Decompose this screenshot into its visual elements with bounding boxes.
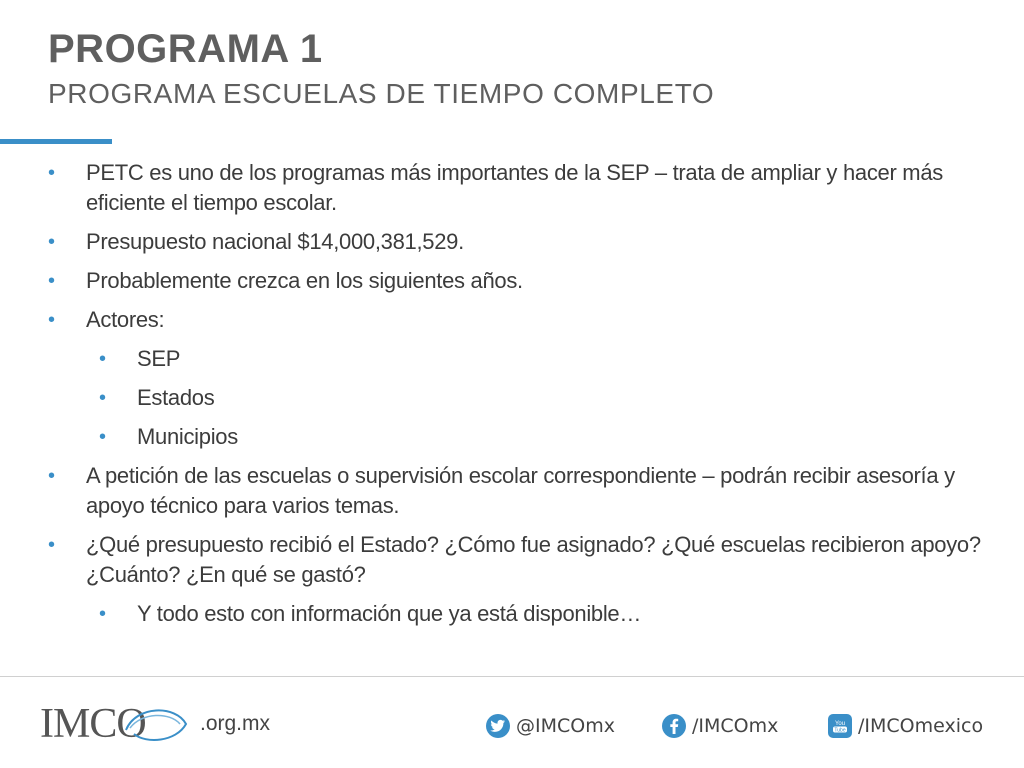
sub-bullet-item: • Municipios bbox=[48, 422, 988, 452]
bullet-item: • ¿Qué presupuesto recibió el Estado? ¿Cómo fue asignado? ¿Qué escuelas recibieron apoyo? ¿Cuánto? ¿En qué se gastó? bbox=[48, 530, 988, 590]
bullet-item: • Probablemente crezca en los siguientes años. bbox=[48, 266, 988, 296]
facebook-link[interactable] bbox=[662, 712, 778, 740]
accent-bar bbox=[0, 139, 112, 144]
logo-domain: .org.mx bbox=[200, 712, 271, 735]
bullet-item: • Actores: bbox=[48, 305, 988, 335]
sub-bullet-item: • Estados bbox=[48, 383, 988, 413]
logo-wordmark: IMCO bbox=[40, 701, 146, 747]
svg-text:You: You bbox=[834, 721, 846, 727]
sub-bullet-item: • SEP bbox=[48, 344, 988, 374]
twitter-link[interactable] bbox=[486, 712, 615, 740]
facebook-handle: /IMCOmx bbox=[692, 715, 779, 737]
bullet-item: • A petición de las escuelas o supervisión escolar correspondiente – podrán recibir asesoría y apoyo técnico para varios temas. bbox=[48, 461, 988, 521]
svg-text:Tube: Tube bbox=[834, 727, 846, 734]
slide-title: PROGRAMA 1 bbox=[48, 27, 323, 71]
facebook-icon bbox=[662, 714, 686, 738]
sub-bullet-item: • Y todo esto con información que ya está disponible… bbox=[48, 599, 988, 629]
bullet-item: • PETC es uno de los programas más importantes de la SEP – trata de ampliar y hacer más eficiente el tiempo escolar. bbox=[48, 158, 988, 218]
footer-divider bbox=[0, 676, 1024, 677]
youtube-link[interactable] bbox=[828, 712, 983, 740]
youtube-handle: /IMCOmexico bbox=[858, 715, 984, 737]
twitter-icon bbox=[486, 714, 510, 738]
imco-logo[interactable] bbox=[40, 698, 280, 750]
twitter-handle: @IMCOmx bbox=[516, 715, 615, 737]
youtube-icon bbox=[828, 714, 852, 738]
slide-subtitle: PROGRAMA ESCUELAS DE TIEMPO COMPLETO bbox=[48, 78, 715, 109]
bullet-list bbox=[48, 158, 988, 638]
bullet-item: • Presupuesto nacional $14,000,381,529. bbox=[48, 227, 988, 257]
logo-swirl-icon bbox=[116, 700, 196, 748]
